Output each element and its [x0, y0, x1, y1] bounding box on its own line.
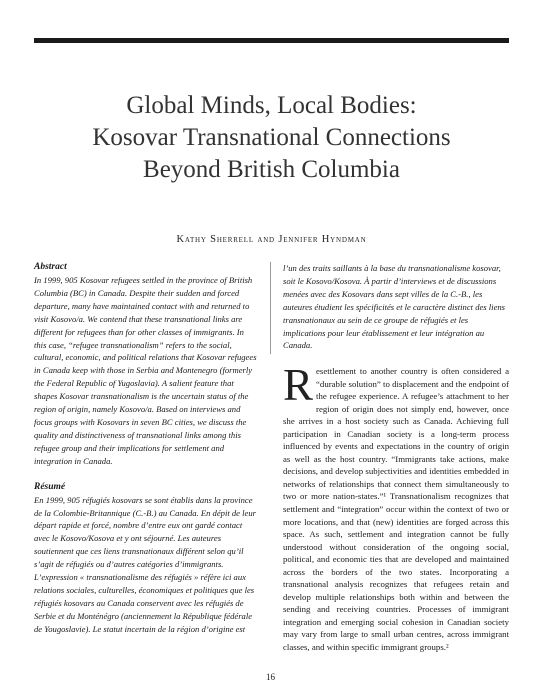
resume-heading: Résumé	[34, 481, 66, 492]
body-paragraph	[283, 360, 509, 654]
drop-cap: R	[283, 360, 314, 410]
right-column-resume	[283, 262, 509, 352]
left-column	[34, 262, 258, 636]
article-title	[34, 90, 509, 186]
abstract-heading: Abstract	[34, 262, 67, 272]
title-line: Global Minds, Local Bodies:	[126, 92, 417, 119]
title-line: Kosovar Transnational Connections	[92, 124, 451, 151]
resume-text-left: En 1999, 905 réfugiés kosovars se sont établis dans la province de la Colombie-Britannique (C.-B.) au Canada. En dépit de leur départ rapide et forcé, nombre d’entre eux ont gardé contact avec le Kosovo/Kosova et y ont séjourné. Les auteures soutiennent que ces liens transnationaux différent selon qu’il s’agit de réfugiés ou d’autres catégories d’immigrants. L’expression « transnationalisme des réfugiés » réfère ici aux relations sociales, culturelles, économiques et politiques que les réfugiés kosovars au Canada conservent avec les réfugiés de Serbie et du Monténégro (anciennement la République fédérale de Yougoslavie). Le statut incertain de la région d’origine est	[34, 494, 256, 634]
title-line: Beyond British Columbia	[143, 156, 400, 183]
column-divider	[270, 262, 271, 354]
page-number: 16	[266, 672, 275, 682]
top-rule	[34, 38, 509, 43]
body-text: esettlement to another country is often considered a “durable solution” to displacement and the endpoint of the refugee experience. A refugee’s attachment to her region of origin does not simply end, however, once she arrives in a host society such as Canada. Achieving full participation in Canadian society is a long-term process influenced by events and expectations in the country of origin as well as the host country. “Immigrants take actions, make decisions, and develop subjectivities and identities embedded in networks of relationships that connect them simultaneously to two or more nation-states.”¹ Transnationalism recognizes that settlement and “integration” occur within the context of two or more locations, and that (new) identities are forged across this space. As such, settlement and integration cannot be fully understood without consideration of the ongoing social, political, and economic ties that are developed and maintained across the borders of the two states. Incorporating a transnational analysis recognizes that refugees retain and develop multiple relationships both within and between the sending and receiving countries. Processes of immigrant integration and emerging social cohesion in Canadian society may vary from large to small urban centres, across immigrant classes, and within specific immigrant groups.²	[283, 366, 509, 653]
resume-text-right: l’un des traits saillants à la base du transnationalisme kosovar, soit le Kosovo/Kosova. À partir d’interviews et de discussions menées avec des Kosovars dans sept villes de la C.-B., les auteures étudient les spécificités et le caractère distinct des liens transnationaux au sein de ce groupe de réfugiés et les implications pour leur établissement et leur intégration au Canada.	[283, 263, 506, 351]
abstract-text: In 1999, 905 Kosovar refugees settled in the province of British Columbia (BC) in Canada. Despite their sudden and forced departure, many have maintained contact with and returned to visit Kosovo/a. We contend that these transnational links are different for refugees than for other classes of immigrants. In this case, “refugee transnationalism” refers to the social, cultural, economic, and political relations that Kosovar refugees in Canada keep with those in Serbia and Montenegro (formerly the Federal Republic of Yugoslavia). A salient feature that shapes Kosovar transnationalism is the uncertain status of the region of origin, namely Kosovo/a. Based on interviews and focus groups with Kosovars in seven BC cities, we discuss the quality and distinctiveness of transnational links among this refugee group and their implications for settlement and integration in Canada.	[34, 275, 257, 466]
article-authors: Kathy Sherrell and Jennifer Hyndman	[176, 234, 367, 245]
